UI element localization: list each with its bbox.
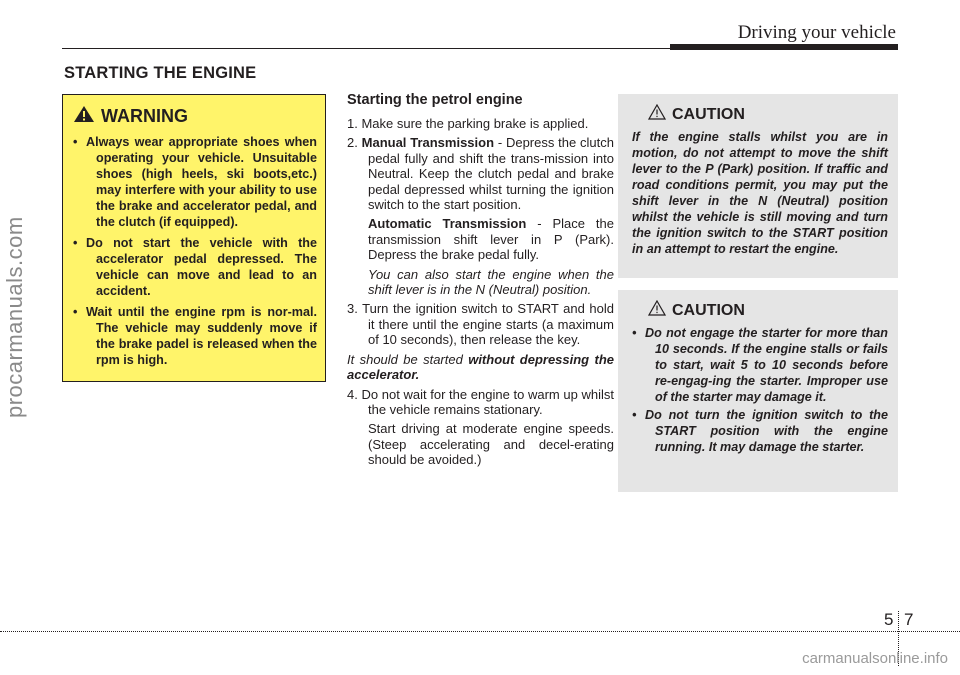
step-2-automatic [347, 216, 614, 262]
side-watermark-text: procarmanuals.com [2, 216, 27, 418]
warning-item-text: • Do not start the vehicle with the accelerator pedal depressed. The vehicle can move and lead to an accident. [86, 236, 317, 298]
footer-rule [0, 631, 960, 632]
warning-item [73, 134, 317, 230]
caution-item-text: • Do not engage the starter for more than 10 seconds. If the engine stalls or fails to start, wait 5 to 10 seconds before re-engag-ing the starter. Improper use of the starter may damage it. [645, 326, 888, 404]
caution-triangle-icon [648, 300, 666, 321]
accelerator-note-prefix: It should be started [347, 351, 469, 367]
warning-triangle-icon [73, 105, 95, 128]
step-2 [347, 135, 614, 212]
caution-item [632, 325, 888, 405]
caution-item-text: • Do not turn the ignition switch to the START position with the engine running. It may damage the starter. [645, 408, 888, 454]
warning-item-text: • Wait until the engine rpm is nor-mal. The vehicle may suddenly move if the brake padel is released when the rpm is high. [86, 305, 317, 367]
warning-list [73, 134, 317, 368]
caution-list [632, 325, 888, 455]
warning-item [73, 304, 317, 368]
accelerator-note [347, 352, 614, 383]
header-rule [62, 48, 670, 49]
petrol-instructions [347, 92, 614, 472]
petrol-heading: Starting the petrol engine [347, 92, 523, 108]
warning-item-text: • Always wear appropriate shoes when operating your vehicle. Unsuitable shoes (high heels, ski boots,etc.) may interfere with your ability to use the brake and accelerator pedal, and the clutch (if equipped). [86, 135, 317, 229]
caution-title: CAUTION [672, 301, 745, 319]
accelerator-note-bold: without depressing the accelerator. [347, 351, 614, 383]
manual-transmission-text: - Depress the clutch pedal fully and shift the trans-mission into Neutral. Keep the clutch pedal and brake pedal depressed whilst turning the ignition switch to the start position. [368, 135, 614, 213]
chapter-title: Driving your vehicle [737, 22, 896, 43]
step-4: 4. Do not wait for the engine to warm up whilst the vehicle remains stationary. [347, 386, 614, 417]
step-2-number: 2. [347, 135, 358, 151]
caution-header [648, 300, 888, 321]
caution-item [632, 407, 888, 455]
caution-box-stall [618, 94, 898, 278]
warning-item [73, 235, 317, 299]
section-number: 5 [884, 610, 894, 629]
caution-title: CAUTION [672, 105, 745, 123]
step-1: 1. Make sure the parking brake is applied. [347, 116, 589, 131]
footer-watermark: carmanualsonline.info [802, 650, 948, 667]
section-title: STARTING THE ENGINE [64, 64, 257, 82]
neutral-note: You can also start the engine when the shift lever is in the N (Neutral) position. [368, 266, 614, 298]
caution-triangle-icon [648, 104, 666, 125]
automatic-transmission-text: - Place the transmission shift lever in P (Park). Depress the brake pedal fully. [368, 216, 614, 263]
caution-header [648, 104, 888, 125]
step-4-detail: Start driving at moderate engine speeds. (Steep accelerating and decel-erating should be avoided.) [368, 421, 614, 468]
caution-text: If the engine stalls whilst you are in motion, do not attempt to move the shift lever to the P (Park) position. If traffic and road conditions permit, you may put the shift lever in the N (Neutral) position whilst the vehicle is still moving and turn the ignition switch to the START position in an attempt to restart the engine. [632, 130, 888, 256]
step-3: 3. Turn the ignition switch to START and hold it there until the engine starts (a maximum of 10 seconds), then release the key. [347, 301, 614, 348]
warning-title: WARNING [101, 106, 188, 126]
warning-box [62, 94, 326, 382]
automatic-transmission-label: Automatic Transmission [368, 216, 527, 232]
manual-transmission-label: Manual Transmission [361, 135, 495, 151]
caution-box-starter [618, 290, 898, 492]
page-number: 7 [904, 610, 914, 629]
warning-header [73, 105, 317, 128]
header-rule-thick [670, 44, 898, 50]
